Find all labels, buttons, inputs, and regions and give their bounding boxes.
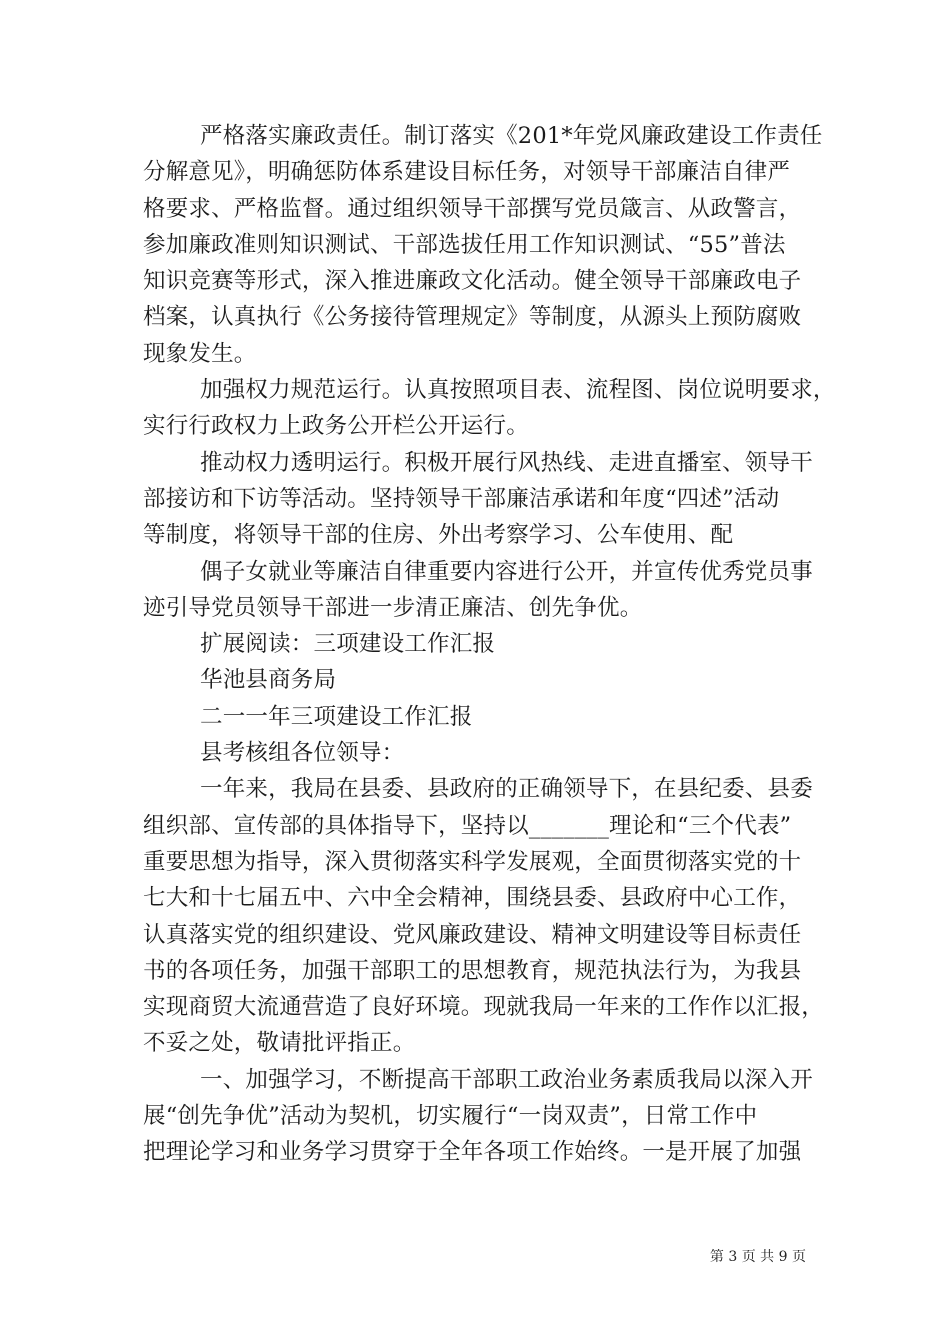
- text-line: 展“创先争优”活动为契机，切实履行“一岗双责”，日常工作中: [143, 1103, 758, 1130]
- text-line: 现象发生。: [143, 340, 257, 367]
- page-number: 第 3 页 共 9 页: [709, 1249, 806, 1265]
- text-line: 七大和十七届五中、六中全会精神，围绕县委、县政府中心工作，: [143, 885, 802, 912]
- text-line: 实行行政权力上政务公开栏公开运行。: [143, 413, 529, 440]
- text-line: 重要思想为指导，深入贯彻落实科学发展观，全面贯彻落实党的十: [143, 848, 802, 875]
- text-line: 县考核组各位领导：: [200, 740, 405, 767]
- text-line: 参加廉政准则知识测试、干部选拔任用工作知识测试、“55”普法: [143, 231, 786, 258]
- text-line: 不妥之处，敬请批评指正。: [143, 1030, 416, 1057]
- text-line: 部接访和下访等活动。坚持领导干部廉洁承诺和年度“四述”活动: [143, 485, 780, 512]
- text-line: 一、加强学习，不断提高干部职工政治业务素质我局以深入开: [200, 1066, 813, 1093]
- text-line: 知识竞赛等形式，深入推进廉政文化活动。健全领导干部廉政电子: [143, 268, 802, 295]
- text-line: 组织部、宣传部的具体指导下，坚持以_______理论和“三个代表”: [143, 812, 792, 839]
- text-line: 把理论学习和业务学习贯穿于全年各项工作始终。一是开展了加强: [143, 1139, 802, 1166]
- text-line: 推动权力透明运行。积极开展行风热线、走进直播室、领导干: [200, 449, 813, 476]
- text-line: 等制度，将领导干部的住房、外出考察学习、公车使用、配: [143, 522, 734, 549]
- text-line: 格要求、严格监督。通过组织领导干部撰写党员箴言、从政警言，: [143, 195, 802, 222]
- text-line: 严格落实廉政责任。制订落实《201*年党风廉政建设工作责任: [200, 123, 823, 149]
- text-line: 一年来，我局在县委、县政府的正确领导下，在县纪委、县委: [200, 776, 813, 803]
- text-line: 扩展阅读：三项建设工作汇报: [200, 631, 496, 658]
- text-line: 档案，认真执行《公务接待管理规定》等制度，从源头上预防腐败: [143, 304, 802, 331]
- text-line: 书的各项任务，加强干部职工的思想教育，规范执法行为，为我县: [143, 957, 802, 984]
- text-line: 实现商贸大流通营造了良好环境。现就我局一年来的工作作以汇报，: [143, 994, 825, 1021]
- text-line: 加强权力规范运行。认真按照项目表、流程图、岗位说明要求，: [200, 377, 836, 404]
- text-line: 认真落实党的组织建设、党风廉政建设、精神文明建设等目标责任: [143, 921, 802, 948]
- text-line: 二一一年三项建设工作汇报: [200, 703, 473, 730]
- document-body: [143, 118, 836, 1171]
- text-line: 分解意见》，明确惩防体系建设目标任务，对领导干部廉洁自律严: [143, 159, 791, 186]
- text-line: 偶子女就业等廉洁自律重要内容进行公开，并宣传优秀党员事: [200, 558, 813, 585]
- text-line: 华池县商务局: [200, 667, 337, 694]
- text-line: 迹引导党员领导干部进一步清正廉洁、创先争优。: [143, 594, 643, 621]
